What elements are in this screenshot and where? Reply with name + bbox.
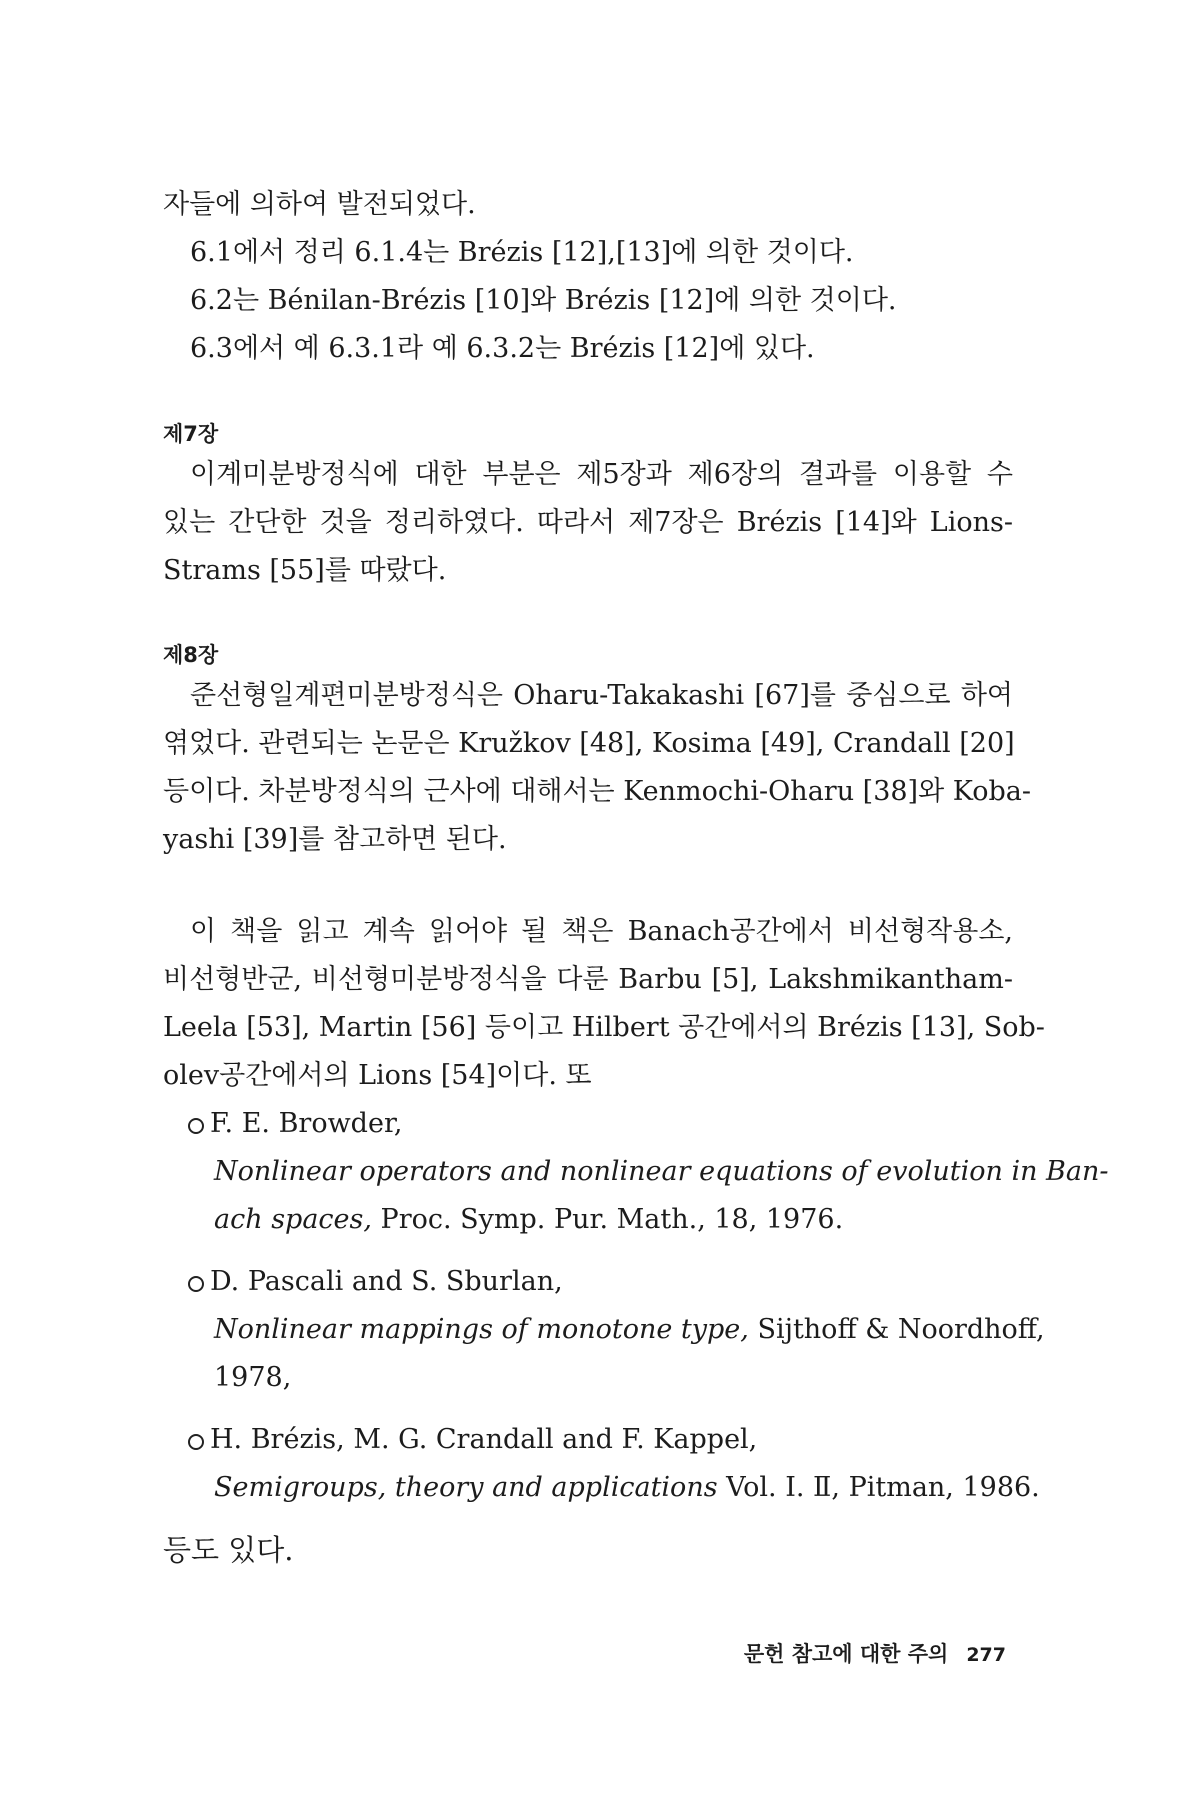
reference-author: H. Brézis, M. G. Crandall and F. Kappel, [210, 1424, 758, 1455]
chapter-8-line: 엮었다. 관련되는 논문은 Kružkov [48], Kosima [49], Crandall [20] [163, 728, 1015, 759]
chapter-7-line: 있는 간단한 것을 정리하였다. 따라서 제7장은 Brézis [14]와 Lions- [163, 507, 1013, 538]
circle-bullet-icon [188, 1118, 204, 1134]
reference-publisher: Proc. Symp. Pur. Math., 18, 1976. [371, 1204, 844, 1235]
reference-title-line: Nonlinear operators and nonlinear equations of evolution in Ban- [214, 1156, 1109, 1187]
chapter-8-line: 준선형일계편미분방정식은 Oharu-Takakashi [67]를 중심으로 하여 [190, 680, 1013, 711]
reference-title-line [214, 1310, 1045, 1350]
reference-author: F. E. Browder, [210, 1108, 403, 1139]
circle-bullet-icon [188, 1434, 204, 1450]
chapter-7-line: 이계미분방정식에 대한 부분은 제5장과 제6장의 결과를 이용할 수 [190, 459, 1013, 490]
circle-bullet-icon [188, 1276, 204, 1292]
intro-line: 자들에 의하여 발전되었다. [163, 189, 476, 220]
intro-line: 6.2는 Bénilan-Brézis [10]와 Brézis [12]에 의한 것이다. [190, 285, 897, 316]
page-footer [744, 1638, 1006, 1668]
reference-publisher: Sijthoff & Noordhoff, [748, 1314, 1045, 1345]
reference-title: Nonlinear mappings of monotone type, [214, 1314, 749, 1345]
reference-entry [188, 1104, 1013, 1144]
further-reading-line: 비선형반군, 비선형미분방정식을 다룬 Barbu [5], Lakshmikantham- [163, 964, 1013, 995]
intro-line: 6.3에서 예 6.3.1라 예 6.3.2는 Brézis [12]에 있다. [190, 333, 815, 364]
reference-title-line [214, 1200, 1013, 1240]
reference-year: 1978, [214, 1362, 292, 1393]
reference-title: Semigroups, theory and applications [214, 1472, 718, 1503]
reference-entry [188, 1420, 1013, 1460]
chapter-8-line: 등이다. 차분방정식의 근사에 대해서는 Kenmochi-Oharu [38]와 Koba- [163, 776, 1031, 807]
chapter-8-line: yashi [39]를 참고하면 된다. [163, 824, 507, 855]
chapter-7-line: Strams [55]를 따랐다. [163, 555, 447, 586]
further-reading-line: 이 책을 읽고 계속 읽어야 될 책은 Banach공간에서 비선형작용소, [190, 916, 1013, 947]
running-title: 문헌 참고에 대한 주의 [743, 1642, 949, 1666]
intro-line: 6.1에서 정리 6.1.4는 Brézis [12],[13]에 의한 것이다. [190, 237, 854, 268]
closing-text: 등도 있다. [163, 1533, 294, 1567]
reference-publisher: Vol. Ⅰ. Ⅱ, Pitman, 1986. [717, 1472, 1040, 1503]
further-reading-line: olev공간에서의 Lions [54]이다. 또 [163, 1060, 592, 1091]
reference-author: D. Pascali and S. Sburlan, [210, 1266, 563, 1297]
chapter-8-heading: 제8장 [163, 643, 219, 667]
further-reading-line: Leela [53], Martin [56] 등이고 Hilbert 공간에서의 Brézis [13], Sob- [163, 1012, 1045, 1043]
reference-title: ach spaces, [214, 1204, 372, 1235]
reference-title-line [214, 1358, 1013, 1398]
page-number: 277 [966, 1644, 1006, 1666]
reference-title-line [214, 1468, 1040, 1508]
reference-entry [188, 1262, 1013, 1302]
chapter-7-heading: 제7장 [163, 422, 219, 446]
